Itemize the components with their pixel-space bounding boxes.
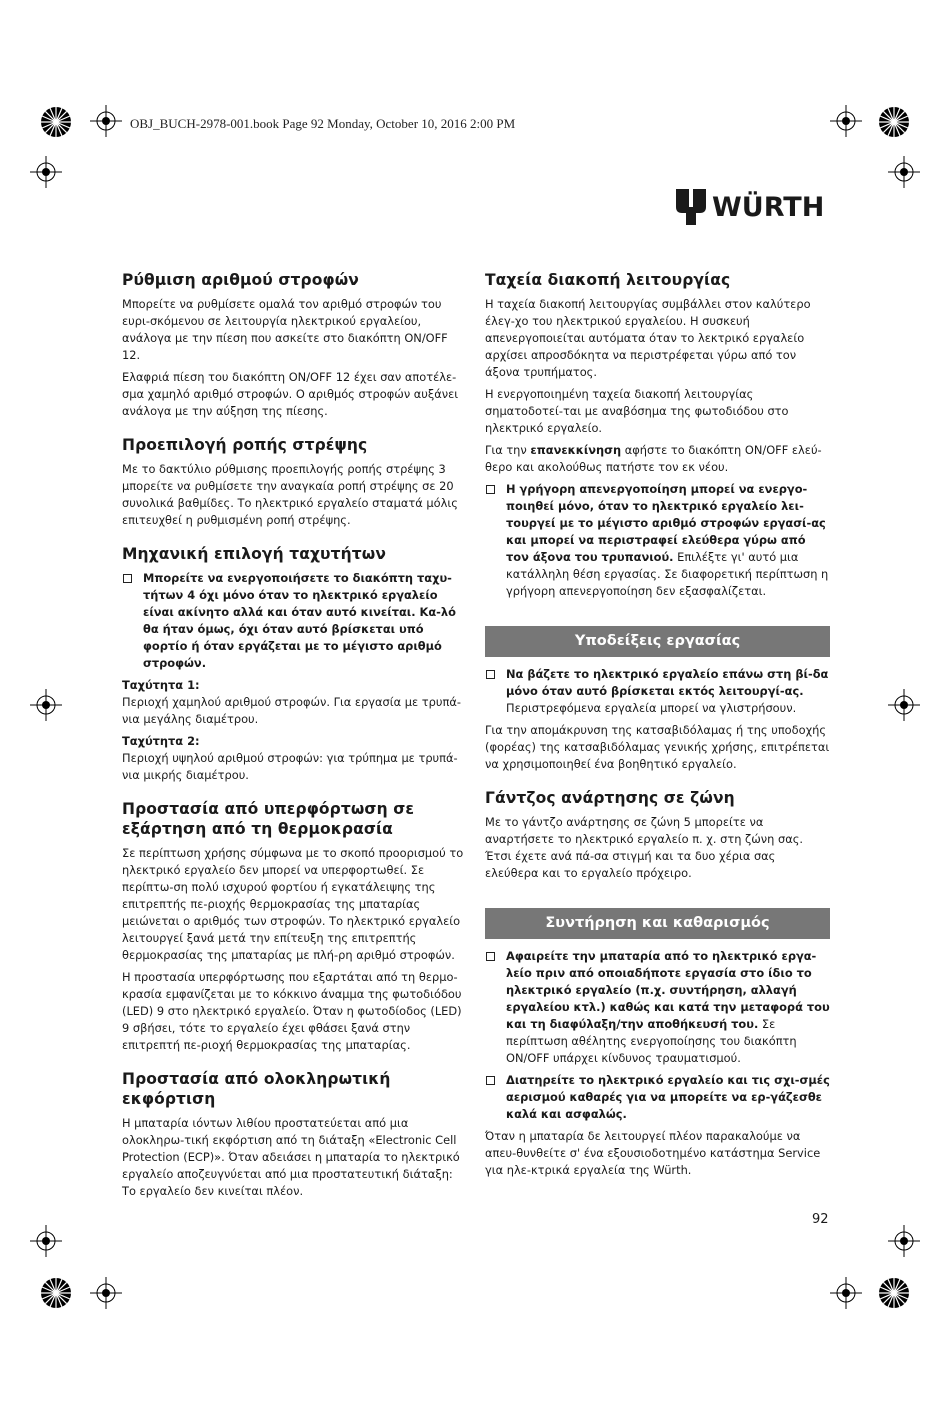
paragraph: Περιοχή υψηλού αριθμού στροφών: για τρύπημα με τρυπά-νια μικρής διαμέτρου.	[122, 751, 458, 782]
paragraph: Με το δακτύλιο ρύθμισης προεπιλογής ροπής στρέψης 3 μπορείτε να ρυθμίσετε την αναγκαία ροπή στρέψης σε 20 συνολικά βαθμίδες. Το ηλεκτρικό εργαλείο σταματά μόλις επιτευχθεί η ρυθμισμένη ροπή στρέψης.	[122, 462, 458, 527]
subheading: Ταχύτητα 1:	[122, 678, 200, 692]
registration-mark-icon	[90, 1277, 122, 1309]
checkbox-icon	[123, 574, 132, 583]
registration-mark-icon	[30, 1225, 62, 1257]
registration-mark-icon	[830, 1277, 862, 1309]
warning-item: Να βάζετε το ηλεκτρικό εργαλείο επάνω στη βί-δα μόνο όταν αυτό βρίσκεται εκτός λειτουργί-ας. Περιστρεφόμενα εργαλεία μπορεί να γλιστρήσουν.	[485, 666, 830, 717]
section-title: Προστασία από ολοκληρωτική εκφόρτιση	[122, 1070, 391, 1108]
left-column	[122, 270, 467, 1215]
paragraph: Για την απομάκρυνση της κατσαβιδόλαμας ή της υποδοχής (φορέας) της κατσαβιδόλαμας γενικής χρήσης, επιτρέπεται να χρησιμοποιηθεί ένα βοηθητικό εργαλείο.	[485, 723, 830, 771]
paragraph: Η μπαταρία ιόντων λιθίου προστατεύεται από μια ολοκληρω-τική εκφόρτιση από τη διάταξη «Electronic Cell Protection (ECP)». Όταν αδειάσει η μπαταρία το ηλεκτρικό εργαλείο αποζευγνύεται από μια προστατευτική διάταξη: Το εργαλείο δεν κινείται πλέον.	[122, 1116, 460, 1198]
registration-mark-icon	[888, 689, 920, 721]
section-title: Μηχανική επιλογή ταχυτήτων	[122, 545, 386, 563]
section-banner: Υποδείξεις εργασίας	[485, 626, 830, 657]
paragraph: Όταν η μπαταρία δε λειτουργεί πλέον παρακαλούμε να απευ-θυνθείτε σ' ένα εξουσιοδοτημένο κατάστημα Service για ηλε-κτρικά εργαλεία της Würth.	[485, 1129, 821, 1177]
paragraph: Σε περίπτωση χρήσης σύμφωνα με το σκοπό προορισμού το ηλεκτρικό εργαλείο δεν μπορεί να υπερφορτωθεί. Σε περίπτω-ση πολύ ισχυρού φορτίου ή εγκατάλειψης της επιτρεπτής πε-ριοχής θερμοκρασίας της μπαταρίας μειώνεται ο αριθμός των στροφών. Το ηλεκτρικό εργαλείο λειτουργεί ξανά μετά την επίτευξη της επιτρεπτής θερμοκρασίας της μπαταρίας με πλή-ρη αριθμό στροφών.	[122, 846, 464, 962]
paragraph: Η προστασία υπερφόρτωσης που εξαρτάται από τη θερμο-κρασία εμφανίζεται με το κόκκινο άναμμα της φωτοδιόδου (LED) 9 στο ηλεκτρικό εργαλείο. Όταν η φωτοδίοδος (LED) 9 σβήσει, τότε το εργαλείο έχει φθάσει ξανά στην επιτρεπτή πε-ριοχή θερμοκρασίας της μπαταρίας.	[122, 970, 462, 1052]
warning-item: Μπορείτε να ενεργοποιήσετε το διακόπτη ταχυ-τήτων 4 όχι μόνο όταν το ηλεκτρικό εργαλείο είναι ακίνητο αλλά και όταν αυτό κινείται. Κα-λό θα ήταν όμως, όχι όταν αυτό βρίσκεται υπό φορτίο ή όταν εργάζεται με το μέγιστο αριθμό στροφών.	[122, 570, 467, 672]
paragraph: Για την επανεκκίνηση αφήστε το διακόπτη ON/OFF ελεύ-θερο και ακολούθως πατήστε τον εκ νέου.	[485, 443, 822, 474]
subheading: Ταχύτητα 2:	[122, 734, 200, 748]
checkbox-icon	[486, 1076, 495, 1085]
paragraph: Μπορείτε να ρυθμίσετε ομαλά τον αριθμό στροφών του ευρι-σκόμενου σε λειτουργία ηλεκτρικού εργαλείου, ανάλογα με την πίεση που ασκείτε στο διακόπτη ON/OFF 12.	[122, 297, 448, 362]
warning-item: Αφαιρείτε την μπαταρία από το ηλεκτρικό εργα-λείο πριν από οποιαδήποτε εργασία στο ίδιο το ηλεκτρικό εργαλείο (π.χ. συντήρηση, αλλαγή εργαλείου κτλ.) καθώς και κατά την μεταφορά του και τη διαφύλαξη/την αποθήκευσή του. Σε περίπτωση αθέλητης ενεργοποίησης του διακόπτη ON/OFF υπάρχει κίνδυνος τραυματισμού.	[485, 948, 830, 1067]
paragraph: Περιοχή χαμηλού αριθμού στροφών. Για εργασία με τρυπά-νια μεγάλης διαμέτρου.	[122, 695, 461, 726]
wurth-logo	[676, 187, 836, 227]
star-target-icon	[878, 106, 910, 138]
page-number: 92	[812, 1212, 829, 1227]
print-header: OBJ_BUCH-2978-001.book Page 92 Monday, October 10, 2016 2:00 PM	[130, 116, 516, 131]
warning-item: Διατηρείτε το ηλεκτρικό εργαλείο και τις σχι-σμές αερισμού καθαρές για να μπορείτε να ερ-γάζεσθε καλά και ασφαλώς.	[485, 1072, 830, 1123]
warning-item: Η γρήγορη απενεργοποίηση μπορεί να ενεργο-ποιηθεί μόνο, όταν το ηλεκτρικό εργαλείο λει-τουργεί με το μέγιστο αριθμό στροφών εργασί-ας και μπορεί να περιστραφεί ελεύθερα γύρω από τον άξονα του τρυπανιού. Επιλέξτε γι' αυτό μια κατάλληλη θέση εργασίας. Σε διαφορετική περίπτωση η γρήγορη απενεργοποίηση δεν εξασφαλίζεται.	[485, 481, 830, 600]
paragraph: Η ταχεία διακοπή λειτουργίας συμβάλλει στον καλύτερο έλεγ-χο του ηλεκτρικού εργαλείου. Η συσκευή απενεργοποιείται αυτόματα όταν το λεκτρικό εργαλείο αρχίσει απροσδόκητα να περιστρέφεται γύρω από τον άξονα τρυπήματος.	[485, 297, 811, 379]
checkbox-icon	[486, 485, 495, 494]
paragraph: Με το γάντζο ανάρτησης σε ζώνη 5 μπορείτε να αναρτήσετε το ηλεκτρικό εργαλείο π. χ. στη ζώνη σας. Έτσι έχετε ανά πά-σα στιγμή και τα δυο χέρια σας ελεύθερα και το εργαλείο πρόχειρο.	[485, 815, 804, 880]
paragraph: Η ενεργοποιημένη ταχεία διακοπή λειτουργίας σηματοδοτεί-ται με αναβόσημα της φωτοδιόδου στο ηλεκτρικό εργαλείο.	[485, 387, 789, 435]
checkbox-icon	[486, 670, 495, 679]
section-title: Γάντζος ανάρτησης σε ζώνη	[485, 789, 735, 807]
section-title: Προστασία από υπερφόρτωση σε εξάρτηση από τη θερμοκρασία	[122, 800, 415, 838]
registration-mark-icon	[830, 105, 862, 137]
star-target-icon	[878, 1277, 910, 1309]
paragraph: Ελαφριά πίεση του διακόπτη ON/OFF 12 έχει σαν αποτέλε-σμα χαμηλό αριθμό στροφών. Ο αριθμός στροφών αυξάνει ανάλογα με την αύξηση της πίεσης.	[122, 370, 459, 418]
star-target-icon	[40, 1277, 72, 1309]
checkbox-icon	[486, 952, 495, 961]
right-column	[485, 270, 830, 1194]
registration-mark-icon	[30, 156, 62, 188]
section-title: Προεπιλογή ροπής στρέψης	[122, 436, 368, 454]
section-title: Ρύθμιση αριθμού στροφών	[122, 271, 359, 289]
registration-mark-icon	[30, 689, 62, 721]
section-title: Ταχεία διακοπή λειτουργίας	[485, 271, 731, 289]
registration-mark-icon	[90, 105, 122, 137]
registration-mark-icon	[888, 156, 920, 188]
star-target-icon	[40, 106, 72, 138]
section-banner: Συντήρηση και καθαρισμός	[485, 908, 830, 939]
brand-name: WÜRTH	[712, 192, 825, 223]
registration-mark-icon	[888, 1225, 920, 1257]
